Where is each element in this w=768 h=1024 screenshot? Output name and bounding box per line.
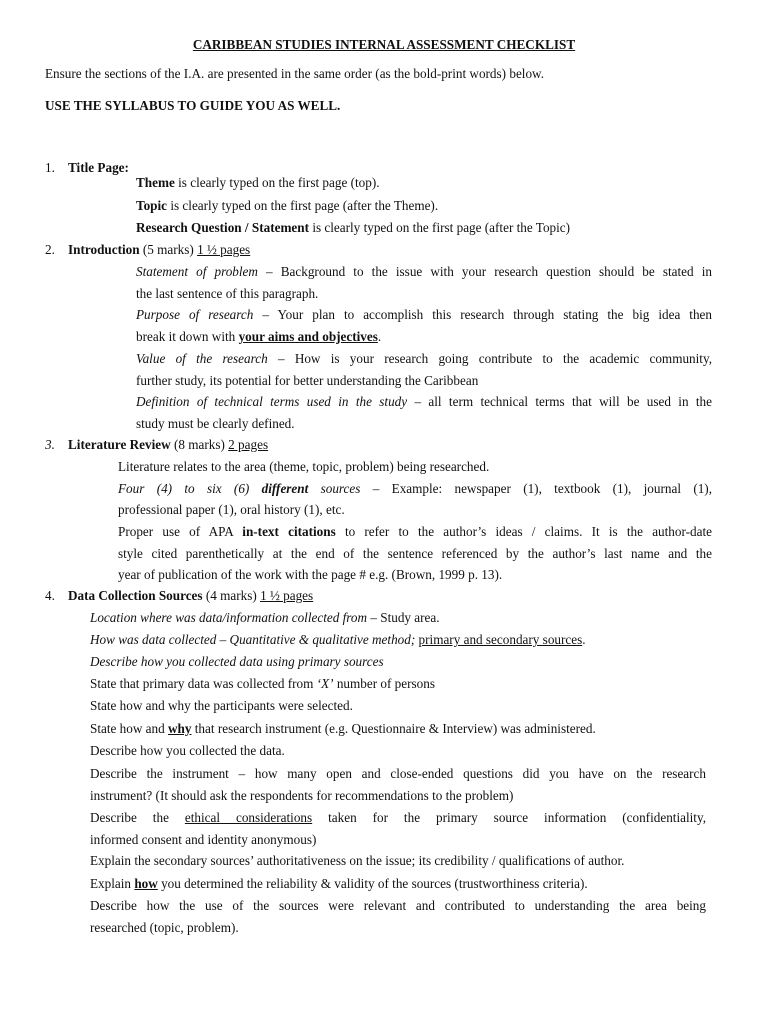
intro-line-6: further study, its potential for better understanding the Caribbean — [136, 373, 479, 388]
section-title: Title Page: — [68, 160, 129, 175]
line-text: State that primary data was collected from — [90, 676, 317, 691]
section-1-heading — [45, 160, 129, 176]
how-label: how — [134, 876, 158, 891]
lit-line-2 — [118, 481, 712, 497]
document-title: CARIBBEAN STUDIES INTERNAL ASSESSMENT CHECKLIST — [192, 37, 576, 52]
section-number: 4. — [45, 588, 55, 603]
why-label: why — [168, 721, 192, 736]
topic-item — [136, 198, 438, 214]
in-text-citations: in-text citations — [242, 524, 336, 539]
section-marks: (5 marks) — [139, 242, 198, 257]
lit-line-6: year of publication of the work with the page # e.g. (Brown, 1999 p. 13). — [118, 567, 503, 582]
data-line-15: researched (topic, problem). — [90, 920, 239, 935]
method-label: How was data collected – Quantitative & qualitative method; — [90, 632, 416, 647]
data-line-14: Describe how the use of the sources were relevant and contributed to understanding the area being — [90, 898, 706, 913]
lit-line-5: style cited parenthetically at the end of the sentence referenced by the author’s last name and the — [118, 546, 712, 561]
x-label: ‘X’ — [316, 676, 334, 691]
sources-count-label: Four (4) to six (6) — [118, 481, 262, 496]
data-line-1 — [90, 610, 440, 626]
data-line-2 — [90, 632, 586, 648]
primary-sources-label: Describe how you collected data using primary sources — [90, 654, 384, 669]
section-number: 3. — [45, 437, 55, 452]
data-line-9: instrument? (It should ask the respondents for recommendations to the problem) — [90, 788, 514, 803]
intro-text: Ensure the sections of the I.A. are presented in the same order (as the bold-print words) below. — [45, 66, 545, 81]
line-end: . — [582, 632, 586, 647]
data-line-4 — [90, 676, 435, 692]
purpose-label: Purpose of research — [136, 307, 254, 322]
intro-line-4 — [136, 329, 381, 345]
lit-line-1: Literature relates to the area (theme, topic, problem) being researched. — [118, 459, 490, 474]
theme-label: Theme — [136, 175, 175, 190]
section-title: Literature Review — [68, 437, 171, 452]
primary-secondary-sources: primary and secondary sources — [418, 632, 583, 647]
line-text: – How is your research going contribute to the academic community, — [267, 351, 712, 366]
data-line-13 — [90, 876, 588, 892]
section-pages: 2 pages — [228, 437, 269, 452]
intro-line-2: the last sentence of this paragraph. — [136, 286, 319, 301]
syllabus-note: USE THE SYLLABUS TO GUIDE YOU AS WELL. — [45, 98, 341, 113]
section-marks: (8 marks) — [170, 437, 229, 452]
line-text: – Your plan to accomplish this research through stating the big idea then — [253, 307, 712, 322]
theme-text: is clearly typed on the first page (top). — [174, 175, 380, 190]
line-text: Explain — [90, 876, 135, 891]
line-end: . — [377, 329, 382, 344]
data-line-3 — [90, 654, 384, 670]
section-4-heading — [45, 588, 313, 604]
line-text-2: you determined the reliability & validity of the sources (trustworthiness criteria). — [157, 876, 588, 891]
line-text: – Example: newspaper (1), textbook (1), journal (1), — [360, 481, 712, 496]
data-line-10 — [90, 810, 706, 826]
data-line-6 — [90, 721, 596, 737]
line-text: Proper use of APA — [118, 524, 243, 539]
definition-label: Definition of technical terms used in the study — [136, 394, 408, 409]
intro-line-7 — [136, 394, 712, 410]
line-text-2: that research instrument (e.g. Questionnaire & Interview) was administered. — [191, 721, 596, 736]
line-text: break it down with — [136, 329, 239, 344]
intro-line-3 — [136, 307, 712, 323]
line-text: – Background to the issue with your research question should be stated in — [257, 264, 712, 279]
statement-of-problem-label: Statement of problem — [136, 264, 258, 279]
section-pages: 1 ½ pages — [260, 588, 314, 603]
value-label: Value of the research — [136, 351, 268, 366]
rq-text: is clearly typed on the first page (after the Topic) — [309, 220, 571, 235]
different-label: different — [261, 481, 309, 496]
sources-label: sources — [308, 481, 361, 496]
line-text-2: to refer to the author’s ideas / claims. It is the author-date — [335, 524, 712, 539]
data-line-12: Explain the secondary sources’ authoritativeness on the issue; its credibility / qualifications of author. — [90, 853, 625, 868]
section-marks: (4 marks) — [202, 588, 261, 603]
topic-label: Topic — [136, 198, 168, 213]
section-number: 2. — [45, 242, 55, 257]
line-text: State how and — [90, 721, 169, 736]
line-text: – all term technical terms that will be used in the — [407, 394, 712, 409]
research-question-item — [136, 220, 570, 236]
theme-item — [136, 175, 380, 191]
line-text: Describe the — [90, 810, 185, 825]
section-pages: 1 ½ pages — [197, 242, 251, 257]
lit-line-3: professional paper (1), oral history (1), etc. — [118, 502, 345, 517]
intro-line-8: study must be clearly defined. — [136, 416, 295, 431]
data-line-11: informed consent and identity anonymous) — [90, 832, 317, 847]
section-3-heading — [45, 437, 268, 453]
line-text-2: taken for the primary source information (confidentiality, — [312, 810, 706, 825]
section-number: 1. — [45, 160, 55, 175]
data-line-7: Describe how you collected the data. — [90, 743, 285, 758]
data-line-8: Describe the instrument – how many open and close-ended questions did you have on the research — [90, 766, 706, 781]
section-title: Data Collection Sources — [68, 588, 203, 603]
section-title: Introduction — [68, 242, 140, 257]
lit-line-4 — [118, 524, 712, 540]
intro-line-1 — [136, 264, 712, 280]
aims-objectives: your aims and objectives — [238, 329, 378, 344]
line-text-2: number of persons — [333, 676, 435, 691]
intro-line-5 — [136, 351, 712, 367]
rq-label: Research Question / Statement — [136, 220, 310, 235]
line-text: – Study area. — [367, 610, 440, 625]
topic-text: is clearly typed on the first page (after the Theme). — [167, 198, 439, 213]
ethical-considerations: ethical considerations — [184, 810, 313, 825]
section-2-heading — [45, 242, 250, 258]
location-label: Location where was data/information collected from — [90, 610, 368, 625]
data-line-5: State how and why the participants were selected. — [90, 698, 353, 713]
